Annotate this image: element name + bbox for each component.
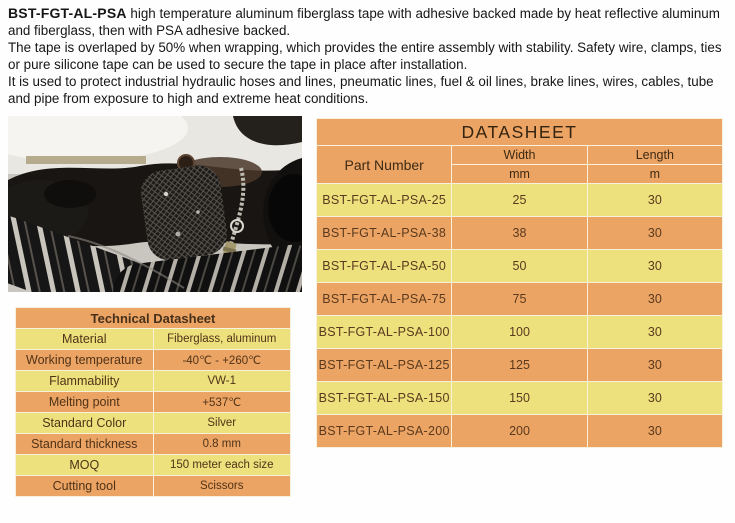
technical-row	[16, 434, 291, 455]
technical-row-value: Fiberglass, aluminum	[153, 329, 291, 350]
datasheet-row	[317, 184, 723, 217]
description-paragraph-1	[8, 5, 732, 39]
length-cell: 30	[587, 316, 722, 349]
datasheet-row	[317, 250, 723, 283]
part-number-cell: BST-FGT-AL-PSA-100	[317, 316, 452, 349]
technical-table-body	[16, 329, 291, 497]
part-number-cell: BST-FGT-AL-PSA-200	[317, 415, 452, 448]
product-description	[8, 5, 732, 107]
width-cell: 75	[452, 283, 587, 316]
technical-row-label: Material	[16, 329, 154, 350]
column-header-part-number: Part Number	[317, 146, 452, 184]
length-cell: 30	[587, 250, 722, 283]
column-header-width: Width	[452, 146, 587, 165]
length-cell: 30	[587, 415, 722, 448]
product-name: BST-FGT-AL-PSA	[8, 5, 127, 21]
length-cell: 30	[587, 217, 722, 250]
technical-datasheet-table	[15, 307, 291, 497]
length-cell: 30	[587, 184, 722, 217]
engine-bay-photo-graphic	[8, 116, 302, 292]
product-photo	[8, 116, 302, 292]
technical-row-label: Working temperature	[16, 350, 154, 371]
technical-row-value: Silver	[153, 413, 291, 434]
datasheet-row	[317, 415, 723, 448]
width-cell: 100	[452, 316, 587, 349]
datasheet-title-row	[317, 119, 723, 146]
datasheet-row	[317, 283, 723, 316]
technical-row	[16, 455, 291, 476]
part-number-cell: BST-FGT-AL-PSA-150	[317, 382, 452, 415]
part-number-cell: BST-FGT-AL-PSA-25	[317, 184, 452, 217]
technical-row-value: 0.8 mm	[153, 434, 291, 455]
technical-row-value: VW-1	[153, 371, 291, 392]
technical-row	[16, 413, 291, 434]
technical-row-label: Flammability	[16, 371, 154, 392]
technical-row-value: Scissors	[153, 476, 291, 497]
datasheet-row	[317, 382, 723, 415]
technical-row-label: Standard thickness	[16, 434, 154, 455]
datasheet-row	[317, 349, 723, 382]
technical-row-value: +537℃	[153, 392, 291, 413]
datasheet-table-head	[317, 119, 723, 184]
technical-row	[16, 329, 291, 350]
column-unit-mm: mm	[452, 165, 587, 184]
length-cell: 30	[587, 349, 722, 382]
part-number-cell: BST-FGT-AL-PSA-125	[317, 349, 452, 382]
datasheet-table-body	[317, 184, 723, 448]
technical-row-label: MOQ	[16, 455, 154, 476]
description-text-1: high temperature aluminum fiberglass tape with adhesive backed made by heat reflective aluminum and fiberglass, then with PSA adhesive backed.	[8, 6, 720, 38]
description-paragraph-2: The tape is overlaped by 50% when wrapping, which provides the entire assembly with stability. Safety wire, clamps, ties or pure silicone tape can be used to secure the tape in place after installation.	[8, 40, 722, 72]
technical-row-label: Melting point	[16, 392, 154, 413]
technical-row	[16, 476, 291, 497]
part-number-cell: BST-FGT-AL-PSA-38	[317, 217, 452, 250]
width-cell: 150	[452, 382, 587, 415]
width-cell: 25	[452, 184, 587, 217]
technical-row-label: Cutting tool	[16, 476, 154, 497]
datasheet-header-row	[317, 146, 723, 165]
datasheet-row	[317, 217, 723, 250]
width-cell: 50	[452, 250, 587, 283]
technical-row-value: -40℃ - +260℃	[153, 350, 291, 371]
technical-row-label: Standard Color	[16, 413, 154, 434]
width-cell: 38	[452, 217, 587, 250]
technical-row	[16, 392, 291, 413]
width-cell: 200	[452, 415, 587, 448]
technical-table-head	[16, 308, 291, 329]
datasheet-table	[316, 118, 723, 448]
technical-table-title: Technical Datasheet	[16, 308, 291, 329]
width-cell: 125	[452, 349, 587, 382]
technical-table-title-row	[16, 308, 291, 329]
datasheet-title: DATASHEET	[317, 119, 723, 146]
technical-row-value: 150 meter each size	[153, 455, 291, 476]
length-cell: 30	[587, 382, 722, 415]
technical-row	[16, 371, 291, 392]
length-cell: 30	[587, 283, 722, 316]
technical-row	[16, 350, 291, 371]
column-unit-m: m	[587, 165, 722, 184]
description-paragraph-3: It is used to protect industrial hydraulic hoses and lines, pneumatic lines, fuel & oil lines, brake lines, wires, cables, tube and pipe from exposure to high and extreme heat conditions.	[8, 74, 714, 106]
column-header-length: Length	[587, 146, 722, 165]
datasheet-row	[317, 316, 723, 349]
part-number-cell: BST-FGT-AL-PSA-75	[317, 283, 452, 316]
part-number-cell: BST-FGT-AL-PSA-50	[317, 250, 452, 283]
